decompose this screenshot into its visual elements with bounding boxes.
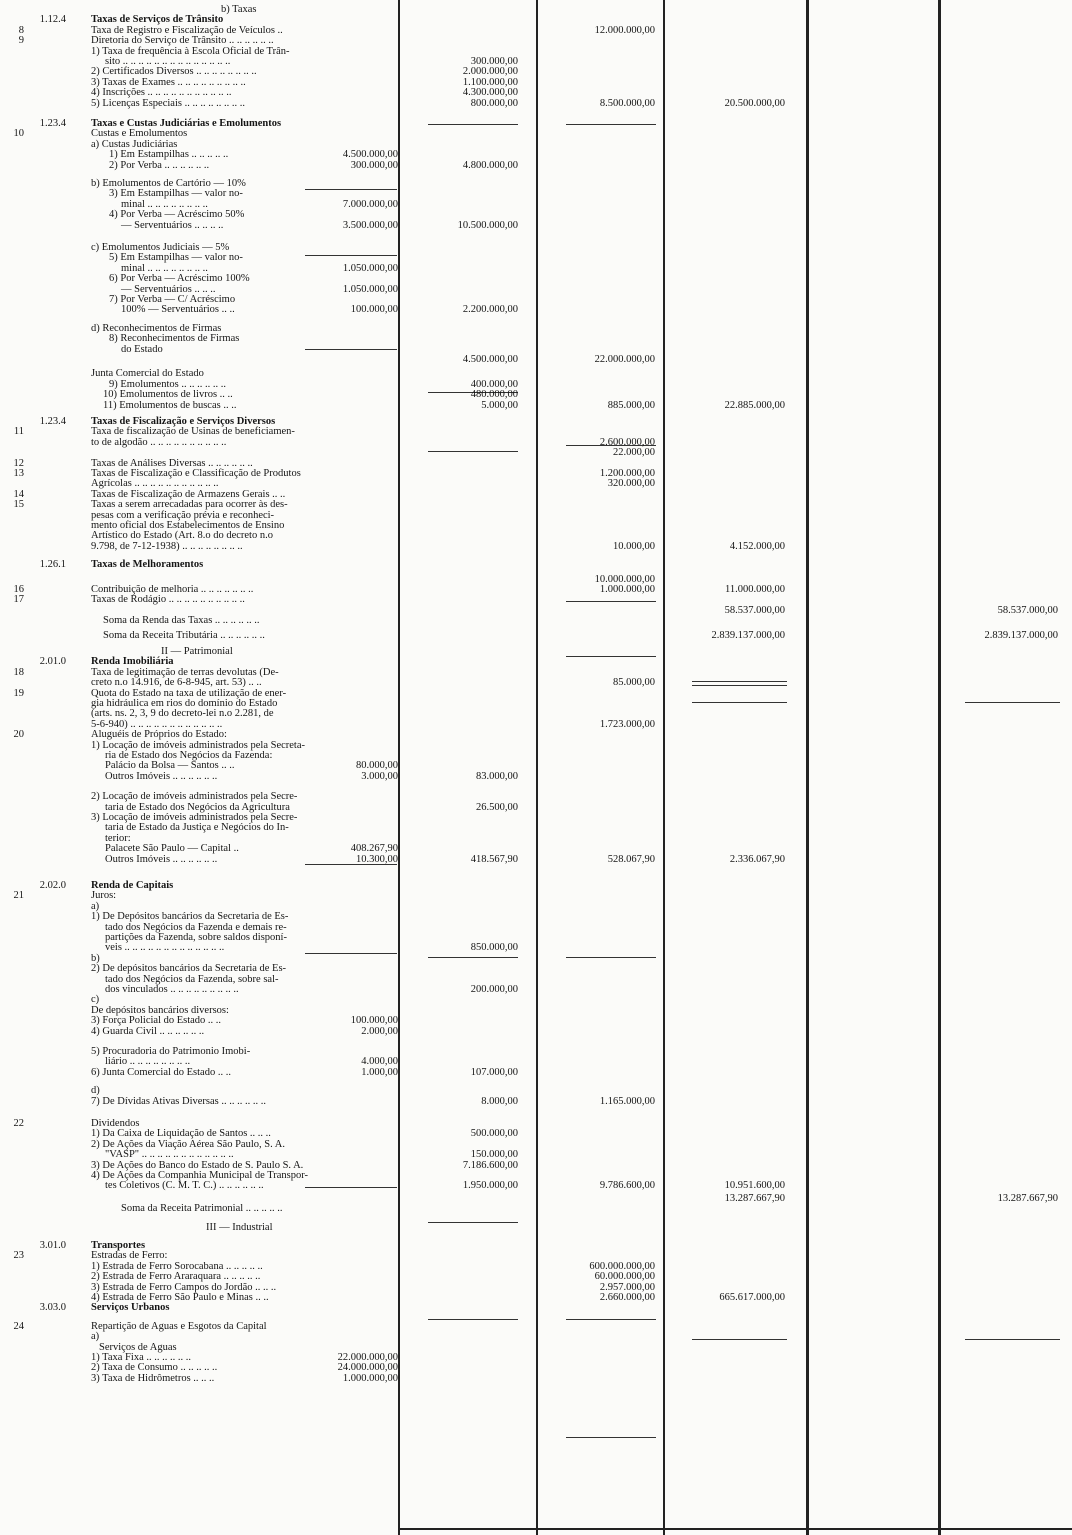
row-description: 7) Por Verba — C/ Acréscimo: [109, 294, 236, 305]
row-code: 1.23.4: [39, 118, 66, 129]
amount-col-2: 2.200.000,00: [462, 304, 518, 315]
amount-col-1: 80.000,00: [356, 760, 398, 771]
row-description: 2) De Ações da Viação Aérea São Paulo, S. A.: [91, 1139, 285, 1150]
row-description: 4) Guarda Civil .. .. .. .. .. ..: [91, 1026, 205, 1037]
amount-col-3: 320.000,00: [607, 478, 655, 489]
amount-col-3: 12.000.000,00: [594, 25, 655, 36]
amount-col-4: 20.500.000,00: [724, 98, 785, 109]
ledger-row: [0, 559, 1072, 571]
row-description: Taxas e Custas Judiciárias e Emolumentos: [91, 118, 282, 129]
row-description: 2) Taxa de Consumo .. .. .. .. ..: [91, 1362, 218, 1373]
row-description: 3) Locação de imóveis administrados pela Secre-: [91, 812, 298, 823]
row-description: Renda Imobiliária: [91, 656, 174, 667]
amount-col-3: 22.000,00: [613, 447, 655, 458]
amount-col-2: 4.500.000,00: [462, 354, 518, 365]
row-description: 5-6-940) .. .. .. .. .. .. .. .. .. .. .. ..: [91, 719, 223, 730]
row-description: Taxa de fiscalização de Usinas de beneficiamen-: [91, 426, 295, 437]
row-description: 6) Por Verba — Acréscimo 100%: [109, 273, 250, 284]
ledger-row: [0, 98, 1072, 110]
row-description: Diretoria do Serviço de Trânsito .. .. .. .. .. ..: [91, 35, 274, 46]
amount-col-2: 2.000.000,00: [462, 66, 518, 77]
amount-col-2: 800.000,00: [470, 98, 518, 109]
amount-col-2: 26.500,00: [476, 802, 518, 813]
amount-col-3: 85.000,00: [613, 677, 655, 688]
row-description: minal .. .. .. .. .. .. .. ..: [121, 199, 208, 210]
amount-col-1: 3.500.000,00: [342, 220, 398, 231]
ledger-row: [0, 630, 1072, 642]
row-description: (arts. ns. 2, 3, 9 do decreto-lei n.o 2.281, de: [91, 708, 274, 719]
row-description: 4) Estrada de Ferro São Paulo e Minas .. ..: [91, 1292, 269, 1303]
row-description: 4) De Ações da Companhia Municipal de Transpor-: [91, 1170, 309, 1181]
row-description: c): [91, 994, 100, 1005]
row-description: 2) Por Verba .. .. .. .. .. ..: [109, 160, 210, 171]
row-description: 4) Por Verba — Acréscimo 50%: [109, 209, 245, 220]
row-description: "VASP" .. .. .. .. .. .. .. .. .. .. .. ..: [105, 1149, 234, 1160]
row-description: Serviços Urbanos: [91, 1302, 170, 1313]
ledger-row: [0, 1180, 1072, 1192]
amount-col-3: 2.660.000,00: [599, 1292, 655, 1303]
amount-col-2: 8.000,00: [481, 1096, 518, 1107]
row-description: Dividendos: [91, 1118, 140, 1129]
ledger-row: [0, 354, 1072, 366]
amount-col-4: 665.617.000,00: [719, 1292, 785, 1303]
row-description: Repartição de Aguas e Esgotos da Capital: [91, 1321, 267, 1332]
row-description: taria de Estado dos Negócios da Agricultura: [105, 802, 290, 813]
row-description: partições da Fazenda, sobre saldos disponí-: [105, 932, 287, 943]
row-description: dos vinculados .. .. .. .. .. .. .. .. ..: [105, 984, 239, 995]
amount-col-2: 500.000,00: [470, 1128, 518, 1139]
row-code: 2.02.0: [39, 880, 66, 891]
amount-col-3: 885.000,00: [607, 400, 655, 411]
row-number: 19: [13, 688, 24, 699]
amount-col-2: 5.000,00: [481, 400, 518, 411]
amount-col-3: 60.000.000,00: [594, 1271, 655, 1282]
row-description: creto n.o 14.916, de 6-8-945, art. 53) .. ..: [91, 677, 262, 688]
row-number: 17: [13, 594, 24, 605]
row-description: ria de Estado dos Negócios da Fazenda:: [105, 750, 273, 761]
amount-col-2: 850.000,00: [470, 942, 518, 953]
row-code: 3.01.0: [39, 1240, 66, 1251]
row-description: 1) Locação de imóveis administrados pela Secreta-: [91, 740, 305, 751]
row-description: Outros Imóveis .. .. .. .. .. ..: [105, 854, 218, 865]
row-number: 22: [13, 1118, 24, 1129]
amount-col-1: 100.000,00: [350, 304, 398, 315]
row-code: 2.01.0: [39, 656, 66, 667]
row-description: 8) Reconhecimentos de Firmas: [109, 333, 240, 344]
row-description: b) Taxas: [221, 4, 257, 15]
amount-col-4: 10.951.600,00: [724, 1180, 785, 1191]
row-description: Junta Comercial do Estado: [91, 368, 204, 379]
amount-col-1: 100.000,00: [350, 1015, 398, 1026]
row-description: b): [91, 953, 100, 964]
ledger-row: [0, 1203, 1072, 1215]
amount-col-3: 600.000.000,00: [589, 1261, 655, 1272]
row-number: 16: [13, 584, 24, 595]
row-description: a): [91, 1331, 100, 1342]
amount-col-1: 10.300,00: [356, 854, 398, 865]
row-description: 1) Taxa de frequência à Escola Oficial de Trân-: [91, 46, 290, 57]
row-description: mento oficial dos Estabelecimentos de Ensino: [91, 520, 285, 531]
ledger-row: [0, 1302, 1072, 1314]
row-number: 20: [13, 729, 24, 740]
ledger-row: [0, 1067, 1072, 1079]
ledger-row: [0, 541, 1072, 553]
amount-col-3: 1.165.000,00: [599, 1096, 655, 1107]
amount-col-3: 22.000.000,00: [594, 354, 655, 365]
row-description: 1) Taxa Fixa .. .. .. .. .. ..: [91, 1352, 191, 1363]
row-description: tado dos Negócios da Fazenda, sobre sal-: [105, 974, 279, 985]
row-description: Taxas de Fiscalização de Armazens Gerais .. ..: [91, 489, 286, 500]
amount-col-2: 83.000,00: [476, 771, 518, 782]
row-description: 4) Inscrições .. .. .. .. .. .. .. .. .. .. ..: [91, 87, 232, 98]
row-description: II — Patrimonial: [161, 646, 233, 657]
row-description: Renda de Capitais: [91, 880, 174, 891]
amount-col-4: 4.152.000,00: [729, 541, 785, 552]
row-description: III — Industrial: [206, 1222, 273, 1233]
row-description: 2) Certificados Diversos .. .. .. .. .. .. .. ..: [91, 66, 257, 77]
row-description: Soma da Receita Patrimonial .. .. .. .. ..: [121, 1203, 283, 1214]
ledger-row: [0, 160, 1072, 172]
row-description: Aluguéis de Próprios do Estado:: [91, 729, 227, 740]
row-description: 9) Emolumentos .. .. .. .. .. ..: [109, 379, 226, 390]
ledger-row: [0, 854, 1072, 866]
row-description: Taxa de legitimação de terras devolutas (De-: [91, 667, 279, 678]
amount-col-3: 2.600.000,00: [599, 437, 655, 448]
row-number: 9: [18, 35, 24, 46]
amount-col-2: 1.100.000,00: [462, 77, 518, 88]
row-description: Palácio da Bolsa — Santos .. ..: [105, 760, 235, 771]
row-description: gia hidráulica em rios do domínio do Estado: [91, 698, 278, 709]
amount-col-2: 7.186.600,00: [462, 1160, 518, 1171]
amount-col-3: 9.786.600,00: [599, 1180, 655, 1191]
sum-rule: [566, 1319, 656, 1320]
row-description: 2) Locação de imóveis administrados pela Secre-: [91, 791, 298, 802]
amount-col-2: 200.000,00: [470, 984, 518, 995]
row-description: a): [91, 901, 100, 912]
row-description: Quota do Estado na taxa de utilização de ener-: [91, 688, 287, 699]
amount-col-4: 13.287.667,90: [724, 1193, 785, 1204]
row-description: De depósitos bancários diversos:: [91, 1005, 229, 1016]
row-description: 3) De Ações do Banco do Estado de S. Paulo S. A.: [91, 1160, 304, 1171]
ledger-row: [0, 1222, 1072, 1234]
amount-col-1: 1.000,00: [361, 1067, 398, 1078]
ledger-row: [0, 220, 1072, 232]
row-description: Agrícolas .. .. .. .. .. .. .. .. .. .. ..: [91, 478, 219, 489]
row-description: 1) De Depósitos bancários da Secretaria de Es-: [91, 911, 289, 922]
row-description: Juros:: [91, 890, 117, 901]
amount-col-3: 10.000.000,00: [594, 574, 655, 585]
row-number: 15: [13, 499, 24, 510]
amount-col-2: 400.000,00: [470, 379, 518, 390]
row-description: c) Emolumentos Judiciais — 5%: [91, 242, 230, 253]
row-description: veis .. .. .. .. .. .. .. .. .. .. .. .. ..: [105, 942, 225, 953]
row-description: 3) Taxas de Exames .. .. .. .. .. .. .. .. ..: [91, 77, 246, 88]
amount-col-1: 2.000,00: [361, 1026, 398, 1037]
row-description: Taxas a serem arrecadadas para ocorrer às des-: [91, 499, 288, 510]
page-bottom-rule: [400, 1528, 1072, 1530]
row-description: Palacete São Paulo — Capital ..: [105, 843, 239, 854]
row-description: minal .. .. .. .. .. .. .. ..: [121, 263, 208, 274]
row-description: 3) Taxa de Hidrômetros .. .. ..: [91, 1373, 215, 1384]
row-description: do Estado: [121, 344, 163, 355]
row-number: 23: [13, 1250, 24, 1261]
row-description: — Serventuários .. .. ..: [121, 284, 216, 295]
amount-col-1: 1.050.000,00: [342, 284, 398, 295]
row-description: 5) Procuradoria do Patrimonio Imobi-: [91, 1046, 251, 1057]
row-number: 10: [13, 128, 24, 139]
row-description: 3) Estrada de Ferro Campos do Jordão .. .. ..: [91, 1282, 277, 1293]
amount-col-2: 1.950.000,00: [462, 1180, 518, 1191]
row-description: Taxas de Rodágio .. .. .. .. .. .. .. .. .. ..: [91, 594, 245, 605]
row-description: 5) Em Estampilhas — valor no-: [109, 252, 243, 263]
amount-col-2: 300.000,00: [470, 56, 518, 67]
row-description: Soma da Receita Tributária .. .. .. .. .. ..: [103, 630, 265, 641]
ledger-row: [0, 615, 1072, 627]
row-code: 1.12.4: [39, 14, 66, 25]
amount-col-3: 1.723.000,00: [599, 719, 655, 730]
amount-col-3: 1.200.000,00: [599, 468, 655, 479]
amount-col-2: 480.000,00: [470, 389, 518, 400]
row-description: liário .. .. .. .. .. .. .. ..: [105, 1056, 191, 1067]
amount-col-2: 4.300.000,00: [462, 87, 518, 98]
amount-col-2: 150.000,00: [470, 1149, 518, 1160]
row-description: Transportes: [91, 1240, 146, 1251]
row-description: sito .. .. .. .. .. .. .. .. .. .. .. .. .. ..: [105, 56, 231, 67]
row-number: 18: [13, 667, 24, 678]
row-description: Taxas de Melhoramentos: [91, 559, 204, 570]
row-description: Taxas de Fiscalização e Classificação de Produtos: [91, 468, 301, 479]
row-description: b) Emolumentos de Cartório — 10%: [91, 178, 246, 189]
row-number: 11: [13, 426, 24, 437]
amount-col-1: 7.000.000,00: [342, 199, 398, 210]
ledger-row: [0, 771, 1072, 783]
amount-col-1: 24.000.000,00: [337, 1362, 398, 1373]
amount-col-3: 1.000.000,00: [599, 584, 655, 595]
amount-col-1: 4.000,00: [361, 1056, 398, 1067]
row-description: taria de Estado da Justiça e Negócios do In-: [105, 822, 289, 833]
row-description: Artístico do Estado (Art. 8.o do decreto n.o: [91, 530, 273, 541]
row-description: d) Reconhecimentos de Firmas: [91, 323, 222, 334]
sum-rule: [428, 1319, 518, 1320]
row-number: 12: [13, 458, 24, 469]
ledger-row: [0, 304, 1072, 316]
sum-rule: [566, 1437, 656, 1438]
row-description: Taxas de Fiscalização e Serviços Diversos: [91, 416, 276, 427]
row-number: 14: [13, 489, 24, 500]
row-description: Taxa de Registro e Fiscalização de Veículos ..: [91, 25, 283, 36]
row-description: tado dos Negócios da Fazenda e demais re-: [105, 922, 287, 933]
amount-col-1: 4.500.000,00: [342, 149, 398, 160]
amount-col-2: 4.800.000,00: [462, 160, 518, 171]
row-description: 1) Estrada de Ferro Sorocabana .. .. .. .. ..: [91, 1261, 263, 1272]
amount-col-2: 107.000,00: [470, 1067, 518, 1078]
row-description: — Serventuários .. .. .. ..: [121, 220, 224, 231]
amount-col-1: 3.000,00: [361, 771, 398, 782]
row-code: 3.03.0: [39, 1302, 66, 1313]
row-description: Outros Imóveis .. .. .. .. .. ..: [105, 771, 218, 782]
row-number: 13: [13, 468, 24, 479]
row-description: Soma da Renda das Taxas .. .. .. .. .. ..: [103, 615, 260, 626]
ledger-row: [0, 400, 1072, 412]
amount-col-2: 10.500.000,00: [457, 220, 518, 231]
row-description: a) Custas Judiciárias: [91, 139, 178, 150]
ledger-row: [0, 1026, 1072, 1038]
amount-col-1: 1.050.000,00: [342, 263, 398, 274]
amount-col-3: 8.500.000,00: [599, 98, 655, 109]
row-code: 1.23.4: [39, 416, 66, 427]
row-description: Taxas de Serviços de Trânsito: [91, 14, 224, 25]
amount-col-3: 2.957.000,00: [599, 1282, 655, 1293]
amount-col-1: 300.000,00: [350, 160, 398, 171]
row-description: 1) Da Caixa de Liquidação de Santos .. .. ..: [91, 1128, 271, 1139]
row-description: 3) Força Policial do Estado .. ..: [91, 1015, 222, 1026]
amount-col-3: 528.067,90: [607, 854, 655, 865]
row-description: 1) Em Estampilhas .. .. .. .. ..: [109, 149, 229, 160]
row-description: d): [91, 1085, 100, 1096]
amount-col-2: 418.567,90: [470, 854, 518, 865]
row-description: pesas com a verificação prévia e reconheci-: [91, 510, 275, 521]
row-description: terior:: [105, 833, 131, 844]
row-description: Custas e Emolumentos: [91, 128, 188, 139]
amount-col-4: 2.839.137.000,00: [711, 630, 785, 641]
amount-col-3: 10.000,00: [613, 541, 655, 552]
row-code: 1.26.1: [39, 559, 66, 570]
amount-col-5: 13.287.667,90: [997, 1193, 1058, 1204]
row-description: 10) Emolumentos de livros .. ..: [103, 389, 233, 400]
row-description: 7) De Dívidas Ativas Diversas .. .. .. .. .. ..: [91, 1096, 266, 1107]
amount-col-1: 1.000.000,00: [342, 1373, 398, 1384]
row-description: 6) Junta Comercial do Estado .. ..: [91, 1067, 231, 1078]
row-description: Contribuição de melhoria .. .. .. .. .. .. ..: [91, 584, 254, 595]
amount-col-4: 11.000.000,00: [725, 584, 785, 595]
amount-col-1: 22.000.000,00: [337, 1352, 398, 1363]
row-description: 5) Licenças Especiais .. .. .. .. .. .. .. ..: [91, 98, 245, 109]
row-description: Serviços de Aguas: [99, 1342, 177, 1353]
row-description: 2) De depósitos bancários da Secretaria de Es-: [91, 963, 287, 974]
row-description: 2) Estrada de Ferro Araraquara .. .. .. .. ..: [91, 1271, 261, 1282]
row-description: 100% — Serventuários .. ..: [121, 304, 235, 315]
row-description: Taxas de Análises Diversas .. .. .. .. .. ..: [91, 458, 253, 469]
amount-col-5: 2.839.137.000,00: [984, 630, 1058, 641]
ledger-row: [0, 1096, 1072, 1108]
row-description: tes Coletivos (C. M. T. C.) .. .. .. .. .. ..: [105, 1180, 264, 1191]
ledger-row: [0, 1373, 1072, 1385]
row-number: 8: [18, 25, 24, 36]
amount-col-1: 408.267,90: [350, 843, 398, 854]
amount-col-5: 58.537.000,00: [997, 605, 1058, 616]
row-description: to de algodão .. .. .. .. .. .. .. .. .. ..: [91, 437, 227, 448]
row-number: 21: [13, 890, 24, 901]
row-description: Estradas de Ferro:: [91, 1250, 168, 1261]
amount-col-4: 58.537.000,00: [724, 605, 785, 616]
amount-col-4: 2.336.067,90: [729, 854, 785, 865]
amount-col-4: 22.885.000,00: [724, 400, 785, 411]
row-description: 3) Em Estampilhas — valor no-: [109, 188, 243, 199]
row-description: 9.798, de 7-12-1938) .. .. .. .. .. .. .. ..: [91, 541, 243, 552]
row-description: 11) Emolumentos de buscas .. ..: [103, 400, 237, 411]
row-number: 24: [13, 1321, 24, 1332]
